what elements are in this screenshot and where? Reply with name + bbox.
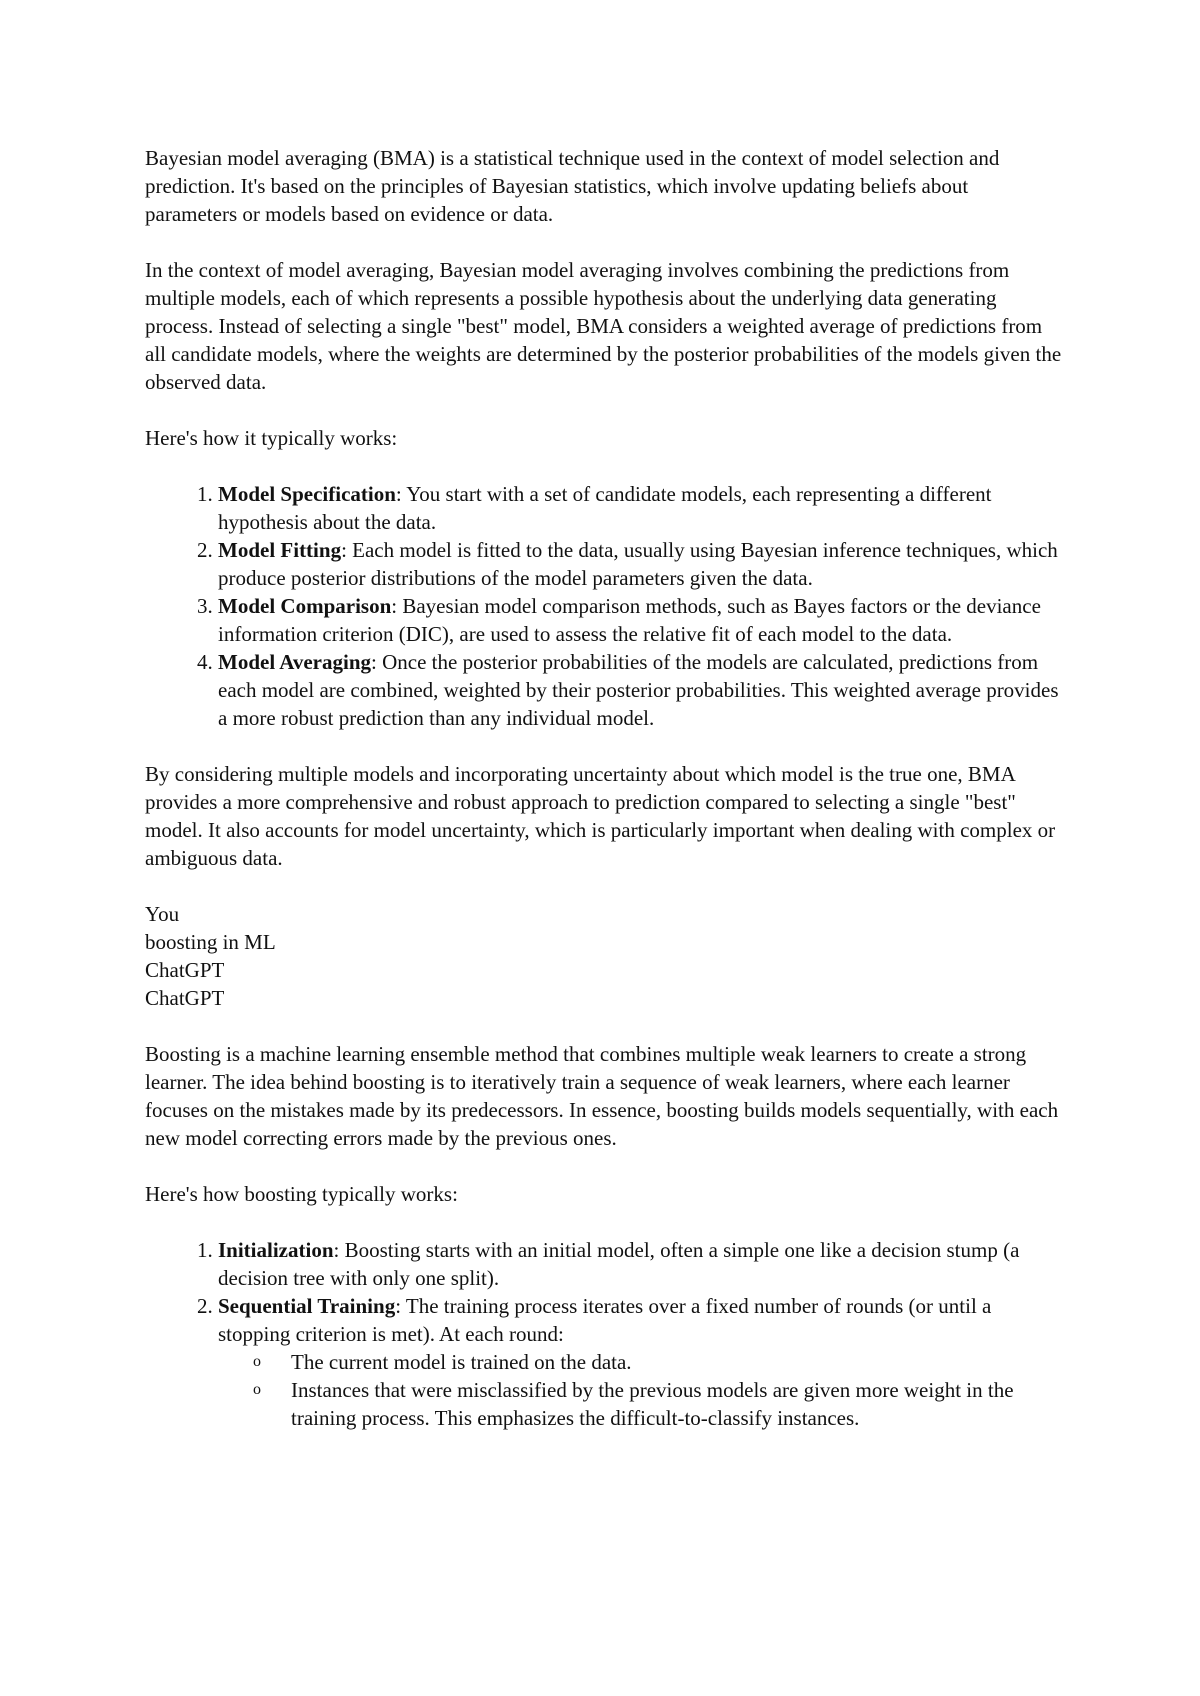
sub-list-item <box>218 1348 1065 1376</box>
bma-how-heading: Here's how it typically works: <box>145 426 398 450</box>
chat-line-assistant: ChatGPT <box>145 958 225 982</box>
list-item-title: Model Fitting <box>218 538 342 562</box>
bma-intro-paragraph: Bayesian model averaging (BMA) is a statistical technique used in the context of model selection and prediction. It's based on the principles of Bayesian statistics, which involve updating beliefs about parameters or models based on evidence or data. <box>145 146 1000 226</box>
list-item <box>218 592 1065 648</box>
list-item-text: : Each model is fitted to the data, usually using Bayesian inference techniques, which produce posterior distributions of the model parameters given the data. <box>218 538 1058 590</box>
chat-line-prompt: boosting in ML <box>145 930 276 954</box>
chat-line-user: You <box>145 902 180 926</box>
list-item-title: Initialization <box>218 1238 334 1262</box>
list-item <box>218 536 1065 592</box>
list-item-text: : Boosting starts with an initial model, often a simple one like a decision stump (a decision tree with only one split). <box>218 1238 1020 1290</box>
boosting-intro-paragraph: Boosting is a machine learning ensemble method that combines multiple weak learners to create a strong learner. The idea behind boosting is to iteratively train a sequence of weak learners, where each learner focuses on the mistakes made by its predecessors. In essence, boosting builds models sequentially, with each new model correcting errors made by the previous ones. <box>145 1042 1059 1150</box>
list-item-text: : You start with a set of candidate models, each representing a different hypothesis about the data. <box>218 482 992 534</box>
chat-line-assistant: ChatGPT <box>145 986 225 1010</box>
bma-context-paragraph: In the context of model averaging, Bayesian model averaging involves combining the predictions from multiple models, each of which represents a possible hypothesis about the underlying data generating process. Instead of selecting a single "best" model, BMA considers a weighted average of predictions from all candidate models, where the weights are determined by the posterior probabilities of the models given the observed data. <box>145 258 1062 394</box>
list-item <box>218 1292 1065 1432</box>
sub-list-item-text: Instances that were misclassified by the previous models are given more weight in the training process. This emphasizes the difficult-to-classify instances. <box>291 1378 1014 1430</box>
list-item <box>218 1236 1065 1292</box>
sub-list <box>218 1348 1065 1432</box>
chat-transcript-lines <box>145 900 1065 1012</box>
list-item-text: : Once the posterior probabilities of the models are calculated, predictions from each model are combined, weighted by their posterior probabilities. This weighted average provides a more robust prediction than any individual model. <box>218 650 1059 730</box>
bullet-icon: o <box>253 1353 261 1370</box>
sub-list-item <box>218 1376 1065 1432</box>
list-item <box>218 648 1065 732</box>
bullet-icon: o <box>253 1381 261 1398</box>
list-item-text: : The training process iterates over a fixed number of rounds (or until a stopping criterion is met). At each round: <box>218 1294 992 1346</box>
list-item-title: Model Specification <box>218 482 396 506</box>
list-item-title: Model Comparison <box>218 594 392 618</box>
document-page <box>145 144 1065 1460</box>
sub-list-item-text: The current model is trained on the data. <box>291 1350 632 1374</box>
list-item-title: Model Averaging <box>218 650 372 674</box>
bma-steps-list <box>145 480 1065 732</box>
list-item-text: : Bayesian model comparison methods, such as Bayes factors or the deviance information criterion (DIC), are used to assess the relative fit of each model to the data. <box>218 594 1041 646</box>
boosting-how-heading: Here's how boosting typically works: <box>145 1182 458 1206</box>
list-item <box>218 480 1065 536</box>
list-item-title: Sequential Training <box>218 1294 396 1318</box>
bma-conclusion-paragraph: By considering multiple models and incorporating uncertainty about which model is the true one, BMA provides a more comprehensive and robust approach to prediction compared to selecting a single "best" model. It also accounts for model uncertainty, which is particularly important when dealing with complex or ambiguous data. <box>145 762 1056 870</box>
boosting-steps-list <box>145 1236 1065 1432</box>
